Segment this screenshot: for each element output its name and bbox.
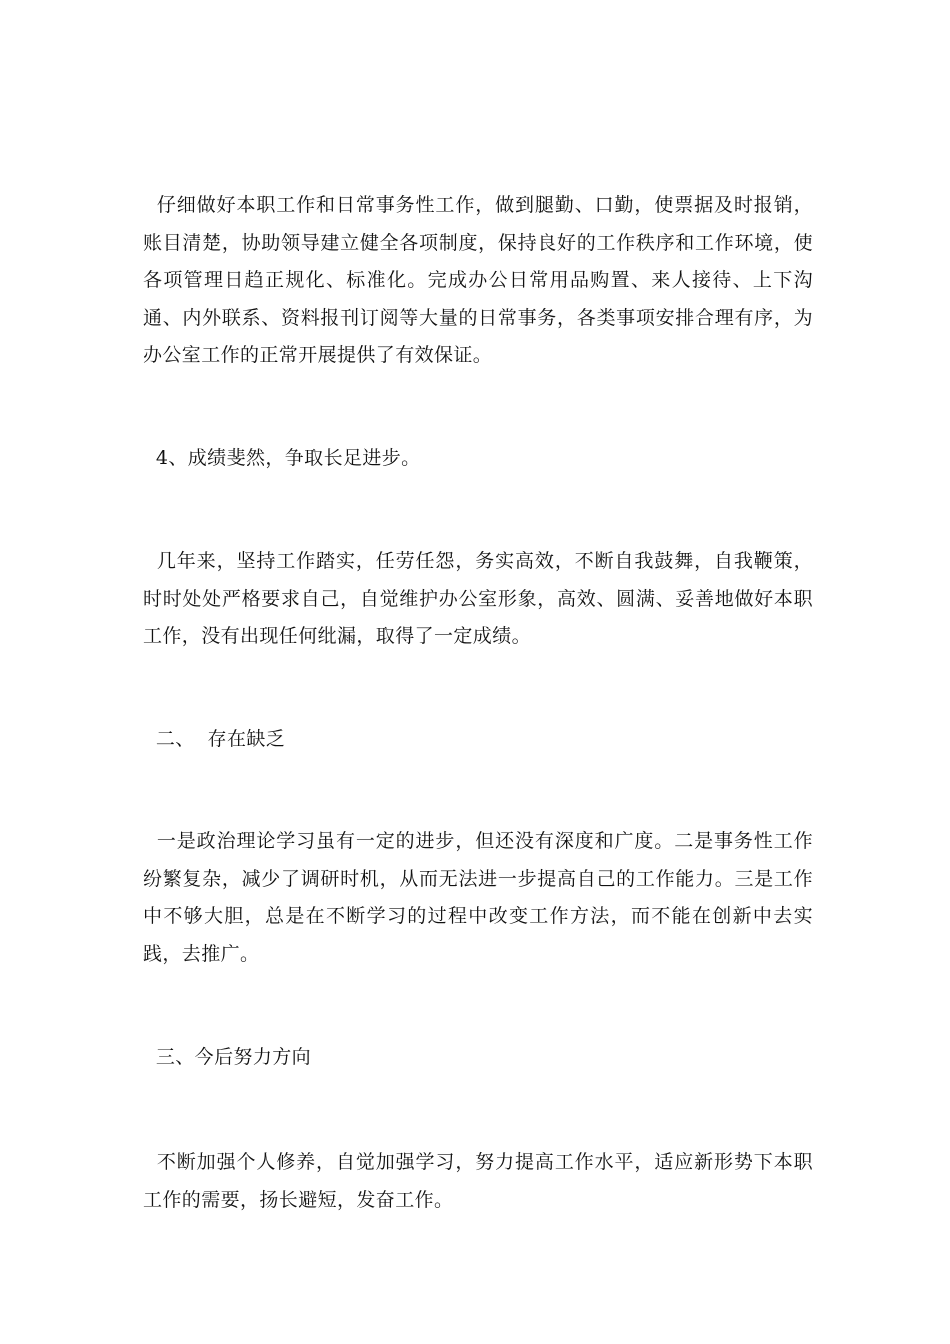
heading-future-direction: 三、今后努力方向 [143,1046,312,1068]
paragraph-daily-work: 仔细做好本职工作和日常事务性工作，做到腿勤、口勤，使票据及时报销，账目清楚，协助领导建立健全各项制度，保持良好的工作秩序和工作环境，使各项管理日趋正规化、标准化。完成办公日常用品购置、来人接待、上下沟通、内外联系、资料报刊订阅等大量的日常事务，各类事项安排合理有序，为办公室工作的正常开展提供了有效保证。 [143,194,813,366]
paragraph-achievements: 几年来，坚持工作踏实，任劳任怨，务实高效，不断自我鼓舞，自我鞭策，时时处处严格要求自己，自觉维护办公室形象，高效、圆满、妥善地做好本职工作，没有出现任何纰漏，取得了一定成绩。 [143,550,813,647]
heading-shortcomings: 二、 存在缺乏 [143,728,286,750]
paragraph-future-direction: 不断加强个人修养，自觉加强学习，努力提高工作水平，适应新形势下本职工作的需要，扬长避短，发奋工作。 [143,1151,813,1211]
heading-achievements: 4、成绩斐然，争取长足进步。 [143,447,421,469]
paragraph-shortcomings: 一是政治理论学习虽有一定的进步，但还没有深度和广度。二是事务性工作纷繁复杂，减少了调研时机，从而无法进一步提高自己的工作能力。三是工作中不够大胆，总是在不断学习的过程中改变工作方法，而不能在创新中去实践，去推广。 [143,830,813,965]
